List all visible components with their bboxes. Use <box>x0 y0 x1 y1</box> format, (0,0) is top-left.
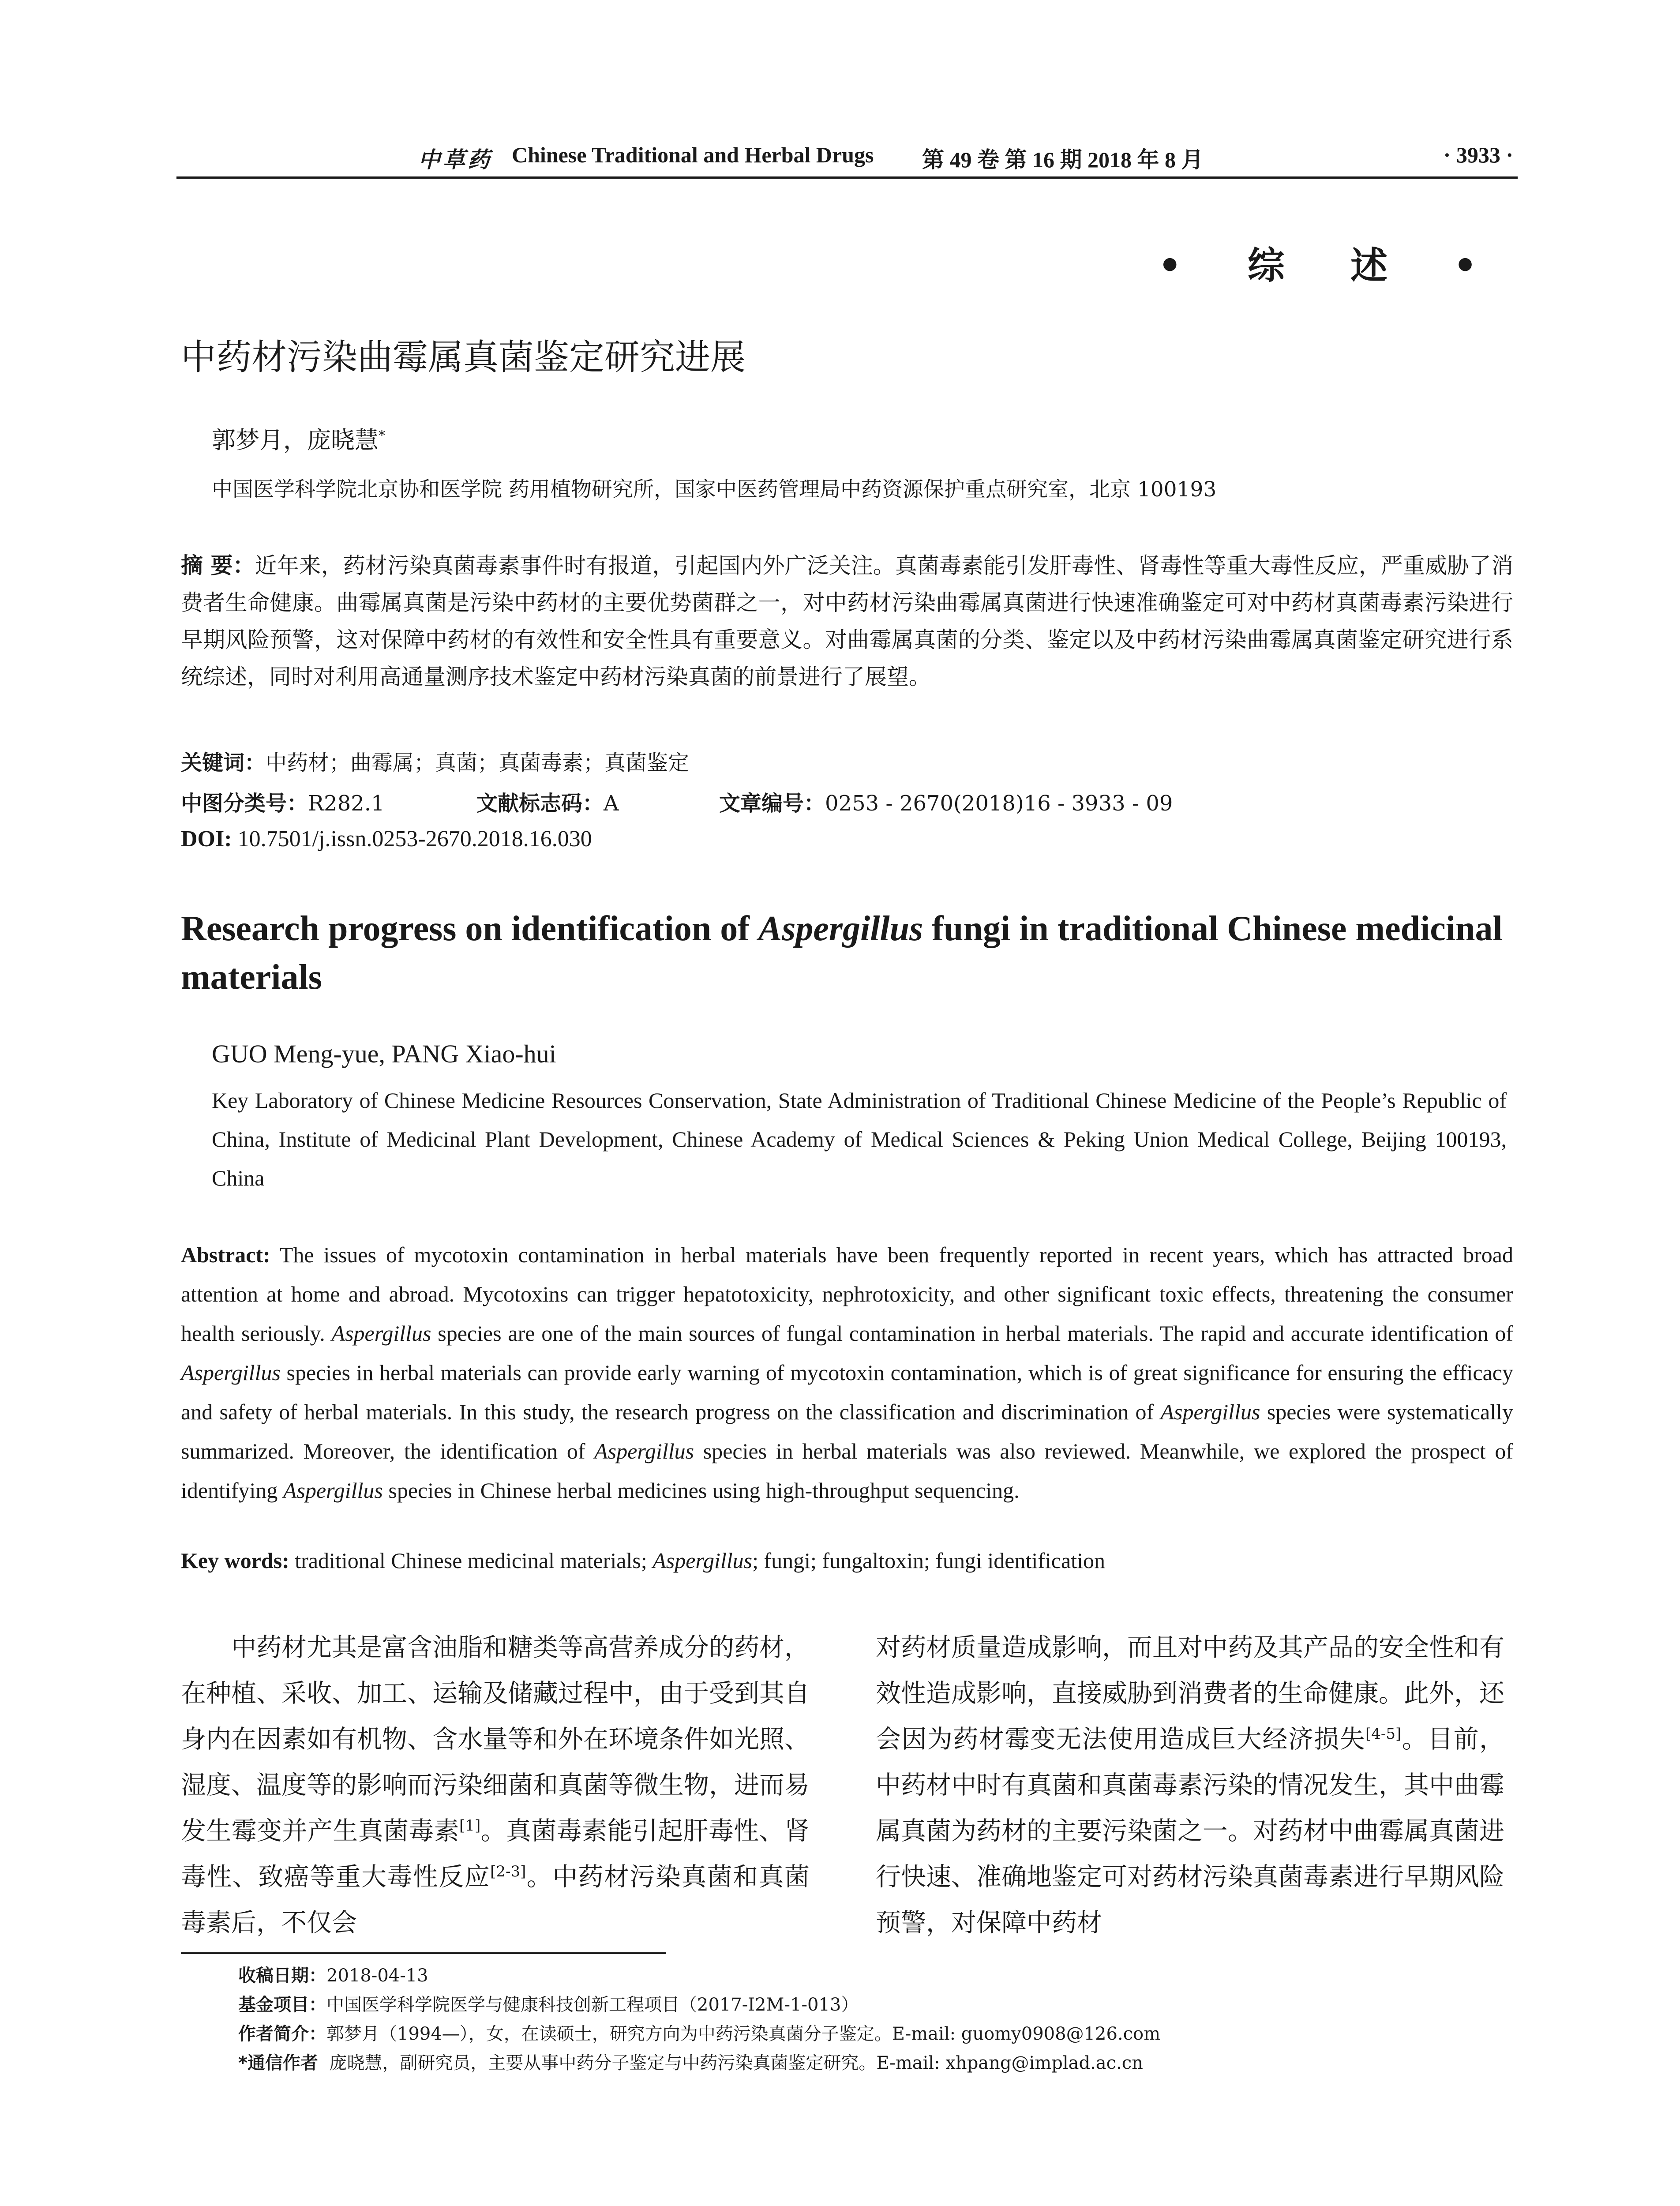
body-column-left <box>181 1624 810 1946</box>
genus-name: Aspergillus <box>1160 1399 1260 1424</box>
article-number <box>719 786 1173 817</box>
clc-label: 中图分类号： <box>181 791 308 816</box>
body-text: 对药材质量造成影响，而且对中药及其产品的安全性和有效性造成影响，直接威胁到消费者的生命健康。此外，还会因为药材霉变无法使用造成巨大经济损失 <box>876 1633 1504 1754</box>
footnote-label: 基金项目： <box>238 1995 326 2015</box>
doc-label: 文献标志码： <box>476 791 604 816</box>
clc-code <box>181 786 385 817</box>
abstract-cn <box>181 547 1513 695</box>
footnote-received <box>238 1961 1518 1990</box>
keywords-en <box>181 1548 1105 1573</box>
authors-cn <box>212 421 385 455</box>
journal-name-cn: 中草药 <box>418 146 492 173</box>
body-text: 。目前，中药材中时有真菌和真菌毒素污染的情况发生，其中曲霉属真菌为药材的主要污染菌之一。对药材中曲霉属真菌进行快速、准确地鉴定可对药材污染真菌毒素进行早期风险预警，对保障中药材 <box>876 1725 1505 1937</box>
body-text: 。中药材污染真菌和真菌毒素后，不仅会 <box>181 1862 810 1937</box>
title-en-part: fungi in traditional Chinese medicinal materials <box>181 909 1503 997</box>
keywords-cn-label: 关键词： <box>181 750 266 775</box>
doi-line <box>181 826 592 852</box>
abstract-cn-label: 摘 要： <box>181 553 255 578</box>
keywords-cn <box>181 746 689 776</box>
doi-label: DOI: <box>181 826 232 852</box>
article-number-label: 文章编号： <box>719 791 825 816</box>
affiliation-en: Key Laboratory of Chinese Medicine Resources Conservation, State Administration of Traditional Chinese Medicine of the People’s Republic of China, Institute of Medicinal Plant Development, Chinese Academy of Medical Sciences & Peking Union Medical College, Beijing 100193, China <box>212 1088 1507 1190</box>
running-header <box>176 132 1518 179</box>
body-text: 。真菌毒素能引起肝毒性、肾毒性、致癌等重大毒性反应 <box>181 1816 810 1891</box>
genus-name: Aspergillus <box>181 1360 281 1385</box>
abstract-en-text: species in Chinese herbal medicines using high-throughput sequencing. <box>382 1478 1020 1503</box>
footnote-text: 庞晓慧，副研究员，主要从事中药分子鉴定与中药污染真菌鉴定研究。E-mail: xhpang@implad.ac.cn <box>329 2053 1143 2073</box>
keywords-en-label: Key words: <box>181 1548 289 1573</box>
keywords-cn-text: 中药材；曲霉属；真菌；真菌毒素；真菌鉴定 <box>266 750 690 775</box>
authors-cn-names: 郭梦月，庞晓慧 <box>212 426 379 454</box>
clc-value: R282.1 <box>308 791 385 816</box>
title-en-genus: Aspergillus <box>758 909 923 948</box>
doc-value: A <box>604 791 619 816</box>
abstract-en-text: species in herbal materials was also reviewed. Meanwhile, we explored the prospect of identifying <box>181 1439 1513 1503</box>
classification-line <box>181 786 1504 816</box>
footnote-label: *通信作者 <box>238 2053 318 2073</box>
footnote-author <box>238 2019 1518 2048</box>
section-label: • 综 述 • <box>1158 244 1504 287</box>
abstract-en-text: species are one of the main sources of fungal contamination in herbal materials. The rapid and accurate identification of <box>431 1321 1513 1346</box>
footnotes <box>238 1961 1518 2078</box>
corresponding-mark: * <box>379 428 385 443</box>
abstract-en-label: Abstract: <box>181 1242 270 1267</box>
affiliation-cn: 中国医学科学院北京协和医学院 药用植物研究所，国家中医药管理局中药资源保护重点研究室，北京 100193 <box>212 477 1217 502</box>
genus-name: Aspergillus <box>594 1439 694 1463</box>
genus-name: Aspergillus <box>652 1548 753 1573</box>
genus-name: Aspergillus <box>283 1478 383 1503</box>
abstract-cn-text: 近年来，药材污染真菌毒素事件时有报道，引起国内外广泛关注。真菌毒素能引发肝毒性、肾毒性等重大毒性反应，严重威胁了消费者生命健康。曲霉属真菌是污染中药材的主要优势菌群之一，对中药材污染曲霉属真菌进行快速准确鉴定可对中药材真菌毒素污染进行早期风险预警，这对保障中药材的有效性和安全性具有重要意义。对曲霉属真菌的分类、鉴定以及中药材污染曲霉属真菌鉴定研究进行系统综述，同时对利用高通量测序技术鉴定中药材污染真菌的前景进行了展望。 <box>181 553 1513 690</box>
article-number-value: 0253 - 2670(2018)16 - 3933 - 09 <box>825 791 1173 816</box>
keywords-en-text: ; fungi; fungaltoxin; fungi identification <box>752 1548 1105 1573</box>
footnote-label: 作者简介： <box>238 2024 326 2044</box>
body-column-right <box>876 1624 1504 1946</box>
keywords-en-text: traditional Chinese medicinal materials; <box>289 1548 653 1573</box>
issue-info: 第 49 卷 第 16 期 2018 年 8 月 <box>922 147 1204 172</box>
footnote-text: 中国医学科学院医学与健康科技创新工程项目（2017-I2M-1-013） <box>326 1995 859 2015</box>
abstract-en <box>181 1235 1513 1510</box>
footnote-text: 郭梦月（1994—），女，在读硕士，研究方向为中药污染真菌分子鉴定。E-mail: guomy0908@126.com <box>326 2024 1161 2044</box>
article-title-cn: 中药材污染曲霉属真菌鉴定研究进展 <box>181 337 746 378</box>
doi-value: 10.7501/j.issn.0253-2670.2018.16.030 <box>237 826 592 852</box>
abstract-en-text: The issues of mycotoxin contamination in herbal materials have been frequently reported in recent years, which has attracted broad attention at home and abroad. Mycotoxins can trigger hepatotoxicity, nephrotoxicity, and other significant toxic effects, threatening the consumer health seriously. <box>181 1242 1513 1346</box>
journal-name-en: Chinese Traditional and Herbal Drugs <box>512 143 874 167</box>
footnote-label: 收稿日期： <box>238 1966 326 1986</box>
body-text: 中药材尤其是富含油脂和糖类等高营养成分的药材，在种植、采收、加工、运输及储藏过程中，由于受到其自身内在因素如有机物、含水量等和外在环境条件如光照、湿度、温度等的影响而污染细菌和真菌等微生物，进而易发生霉变并产生真菌毒素 <box>181 1633 810 1846</box>
footnote-corresponding <box>238 2048 1518 2078</box>
doc-code <box>476 786 619 817</box>
citation[interactable]: [4-5] <box>1365 1725 1402 1743</box>
footnote-text: 2018-04-13 <box>326 1966 428 1986</box>
citation[interactable]: [2-3] <box>490 1863 526 1880</box>
page-number: · 3933 · <box>1443 143 1513 167</box>
genus-name: Aspergillus <box>331 1321 431 1346</box>
article-title-en <box>181 904 1522 1002</box>
citation[interactable]: [1] <box>459 1817 481 1835</box>
title-en-part: Research progress on identification of <box>181 909 758 948</box>
abstract-en-text: species in herbal materials can provide early warning of mycotoxin contamination, which is of great significance for ensuring the efficacy and safety of herbal materials. In this study, the research progress on the classification and discrimination of <box>181 1360 1513 1424</box>
authors-en: GUO Meng-yue, PANG Xiao-hui <box>212 1039 556 1068</box>
footnote-fund <box>238 1990 1518 2019</box>
abstract-en-text: species were systematically summarized. Moreover, the identification of <box>181 1399 1513 1463</box>
footnote-divider <box>181 1952 666 1954</box>
